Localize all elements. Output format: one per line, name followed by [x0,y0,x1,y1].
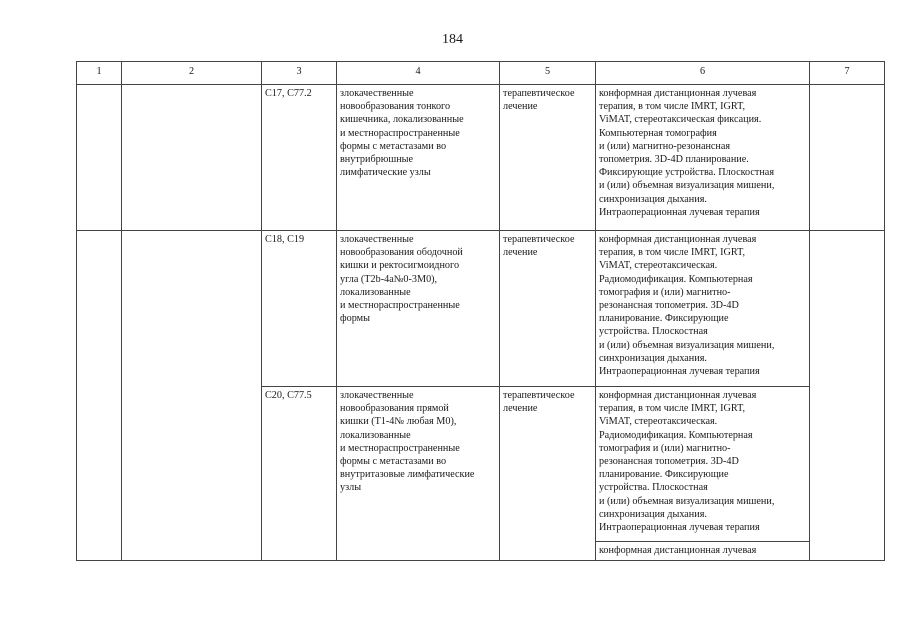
cell-description: злокачественные новообразования прямой кишки (T1-4№ любая M0), локализованные и местнораспространенные формы с метастазами во внутритазовые лимфатические узлы [337,387,500,542]
table-row [77,231,885,387]
cell-col7 [810,542,885,561]
cell-col2 [122,85,262,231]
cell-col1 [77,85,122,231]
column-header-6: 6 [596,62,810,85]
cell-codes: C17, C77.2 [262,85,337,231]
column-header-2: 2 [122,62,262,85]
cell-description: злокачественные новообразования тонкого кишечника, локализованные и местнораспространенные формы с метастазами во внутрибрюшные лимфатические узлы [337,85,500,231]
column-header-1: 1 [77,62,122,85]
cell-method: конформная дистанционная лучевая терапия, в том числе IMRT, IGRT, ViMAT, стереотаксическая. Радиомодификация. Компьютерная томография и (или) магнитно- резонансная топометрия. 3D-4D планирование. Фиксирующие устройства. Плоскостная и (или) объемная визуализация мишени, синхронизация дыхания. Интраоперационная лучевая терапия [596,231,810,387]
cell-treatment: терапевтическое лечение [500,85,596,231]
cell-method-continued: конформная дистанционная лучевая [596,542,810,561]
cell-treatment: терапевтическое лечение [500,231,596,387]
column-header-7: 7 [810,62,885,85]
column-header-3: 3 [262,62,337,85]
table-row [77,85,885,231]
page-number: 184 [442,32,463,47]
column-header-5: 5 [500,62,596,85]
cell-method: конформная дистанционная лучевая терапия, в том числе IMRT, IGRT, ViMAT, стереотаксическая фиксация. Компьютерная томография и (или) магнитно-резонансная топометрия. 3D-4D планирование. Фиксирующие устройства. Плоскостная и (или) объемная визуализация мишени, синхронизация дыхания. Интраоперационная лучевая терапия [596,85,810,231]
column-header-4: 4 [337,62,500,85]
cell-codes [262,542,337,561]
cell-codes: C20, C77.5 [262,387,337,542]
cell-description: злокачественные новообразования ободочной кишки и ректосигмоидного угла (T2b-4a№0-3M0), локализованные и местнораспространенные формы [337,231,500,387]
cell-col1 [77,542,122,561]
treatment-table [76,61,885,561]
cell-col2 [122,542,262,561]
cell-description [337,542,500,561]
header-row [77,62,885,85]
table-row [77,542,885,561]
cell-method: конформная дистанционная лучевая терапия, в том числе IMRT, IGRT, ViMAT, стереотаксическая. Радиомодификация. Компьютерная томография и (или) магнитно- резонансная топометрия. 3D-4D планирование. Фиксирующие устройства. Плоскостная и (или) объемная визуализация мишени, синхронизация дыхания. Интраоперационная лучевая терапия [596,387,810,542]
cell-col7 [810,85,885,231]
cell-col7 [810,231,885,387]
cell-col1 [77,231,122,387]
cell-col7 [810,387,885,542]
cell-codes: C18, C19 [262,231,337,387]
cell-col2 [122,231,262,387]
cell-col1 [77,387,122,542]
cell-col2 [122,387,262,542]
cell-treatment: терапевтическое лечение [500,387,596,542]
table-row [77,387,885,542]
cell-treatment [500,542,596,561]
